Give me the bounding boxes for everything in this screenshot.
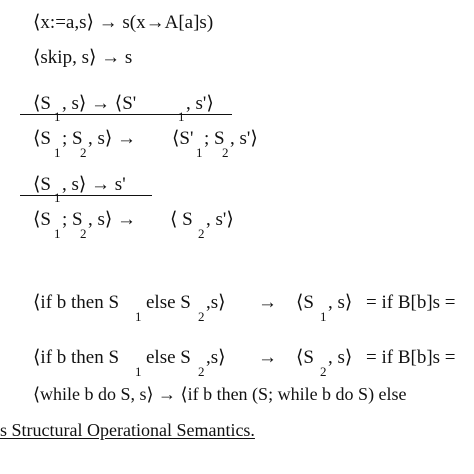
- comp2-conclusion-part: , s'⟩: [206, 209, 234, 230]
- if-ff-part: , s⟩: [328, 347, 353, 368]
- if-tt-part: else S: [146, 292, 191, 313]
- if-ff-part: = if B[b]s =: [366, 347, 456, 368]
- rule-while: ⟨while b do S, s⟩ → ⟨if b then (S; while b do S) else: [33, 384, 407, 404]
- subscript: 1: [54, 226, 61, 241]
- subscript: 1: [54, 109, 61, 124]
- subscript: 2: [198, 226, 205, 241]
- subscript: 1: [320, 309, 327, 324]
- comp2-premise-rest: , s⟩ → s': [62, 174, 126, 195]
- arrow: →: [258, 292, 277, 313]
- comp2-conclusion-part: ⟨ S: [170, 209, 193, 230]
- comp1-conclusion-part: , s⟩ →: [88, 128, 137, 149]
- rule-skip: ⟨skip, s⟩ → s: [33, 47, 133, 68]
- rule-assignment: ⟨x:=a,s⟩ → s(x→A[a]s): [33, 12, 214, 33]
- comp1-premise-end: , s'⟩: [186, 93, 214, 114]
- subscript: 2: [320, 364, 327, 379]
- comp2-conclusion-part: ; S: [62, 209, 83, 230]
- figure-caption: s Structural Operational Semantics.: [0, 420, 255, 440]
- if-ff-part: else S: [146, 347, 191, 368]
- comp1-conclusion: ⟨S: [33, 128, 51, 149]
- comp1-conclusion-part: , s'⟩: [230, 128, 258, 149]
- subscript: 2: [80, 145, 87, 160]
- comp2-conclusion-part: , s⟩ →: [88, 209, 137, 230]
- comp2-premise: ⟨S: [33, 174, 51, 195]
- comp1-premise-rest: , s⟩ → ⟨S': [62, 93, 137, 114]
- subscript: 1: [54, 190, 61, 205]
- comp1-conclusion-part: ; S: [204, 128, 225, 149]
- if-tt-part: , s⟩: [328, 292, 353, 313]
- comp2-conclusion: ⟨S: [33, 209, 51, 230]
- subscript: 2: [198, 309, 205, 324]
- if-tt-part: = if B[b]s =: [366, 292, 456, 313]
- subscript: 2: [222, 145, 229, 160]
- comp1-conclusion-part: ; S: [62, 128, 83, 149]
- subscript: 1: [135, 309, 142, 324]
- comp1-conclusion-part: ⟨S': [172, 128, 194, 149]
- comp1-premise: ⟨S: [33, 93, 51, 114]
- inference-bar: [20, 114, 232, 115]
- inference-bar: [20, 195, 152, 196]
- subscript: 2: [80, 226, 87, 241]
- subscript: 2: [198, 364, 205, 379]
- subscript: 1: [54, 145, 61, 160]
- subscript: 1: [178, 109, 185, 124]
- subscript: 1: [135, 364, 142, 379]
- if-ff-part: ⟨S: [296, 347, 314, 368]
- subscript: 1: [196, 145, 203, 160]
- if-tt-part: ⟨S: [296, 292, 314, 313]
- if-tt-part: ⟨if b then S: [33, 292, 120, 313]
- if-tt-part: ,s⟩: [206, 292, 226, 313]
- if-ff-part: ⟨if b then S: [33, 347, 120, 368]
- arrow: →: [258, 347, 277, 368]
- if-ff-part: ,s⟩: [206, 347, 226, 368]
